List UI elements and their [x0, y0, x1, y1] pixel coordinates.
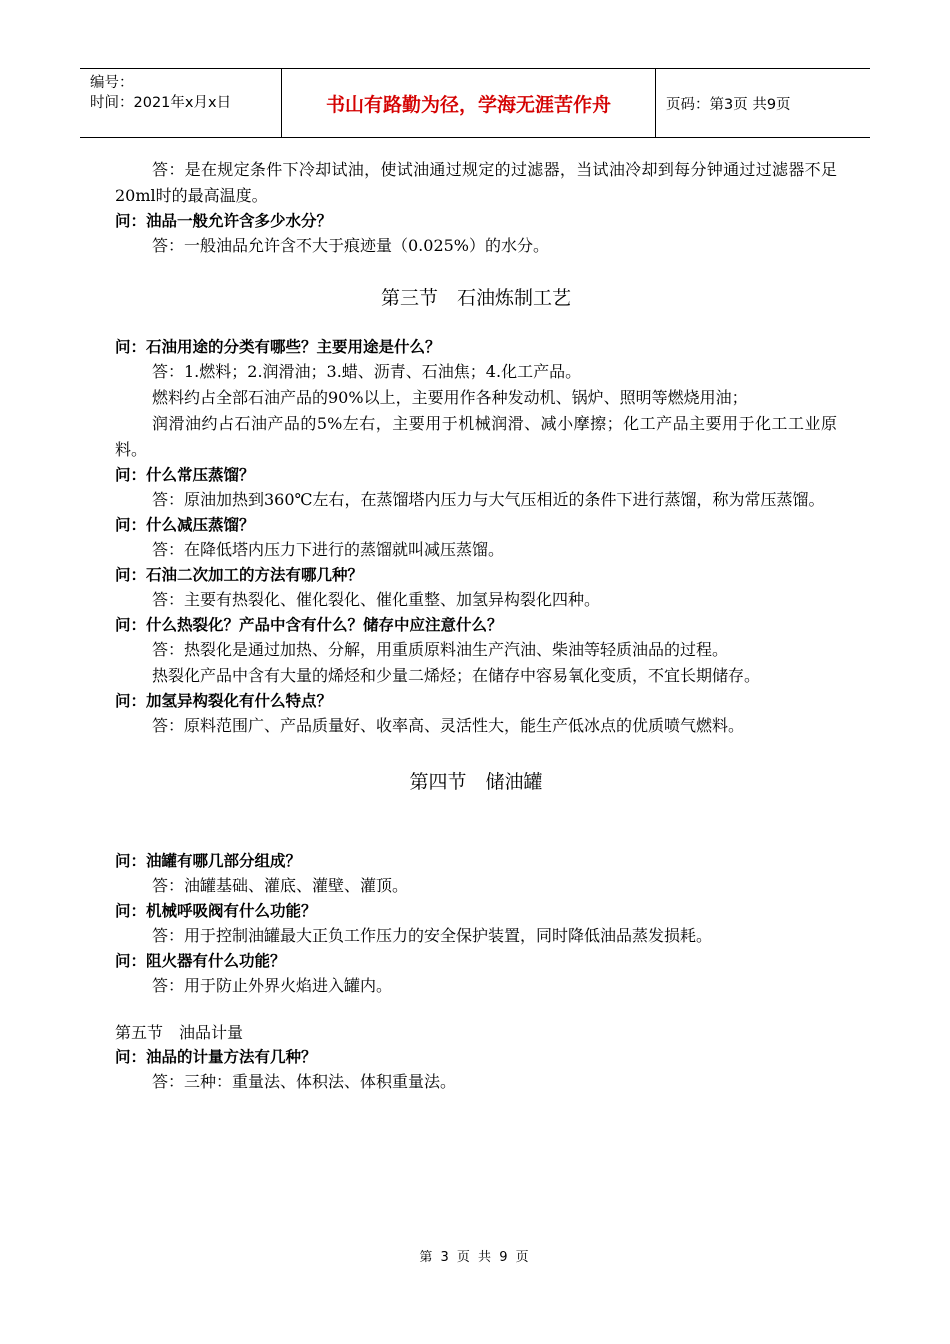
header-motto: 书山有路勤为径，学海无涯苦作舟: [281, 69, 656, 137]
answer-paragraph: 答：热裂化是通过加热、分解，用重质原料油生产汽油、柴油等轻质油品的过程。: [152, 640, 729, 659]
page-header: [80, 68, 870, 138]
answer-paragraph: 答：原料范围广、产品质量好、收率高、灵活性大，能生产低冰点的优质喷气燃料。: [152, 716, 745, 735]
answer-paragraph: 答：1.燃料；2.润滑油；3.蜡、沥青、石油焦；4.化工产品。: [152, 362, 582, 381]
answer-paragraph: 润滑油约占石油产品的5%左右，主要用于机械润滑、减小摩擦；化工产品主要用于化工工业原料。: [115, 414, 837, 459]
question: 问：油品的计量方法有几种？: [115, 1048, 317, 1066]
answer-paragraph: 答：是在规定条件下冷却试油，使试油通过规定的过滤器，当试油冷却到每分钟通过过滤器不足20ml时的最高温度。: [115, 160, 837, 205]
page-footer: 第 3 页 共 9 页: [419, 1250, 531, 1265]
answer-paragraph: 热裂化产品中含有大量的烯烃和少量二烯烃；在储存中容易氧化变质，不宜长期储存。: [152, 666, 761, 685]
question: 问：什么减压蒸馏？: [115, 516, 255, 534]
answer-paragraph: 答：用于控制油罐最大正负工作压力的安全保护装置，同时降低油品蒸发损耗。: [152, 926, 713, 945]
question: 问：什么常压蒸馏？: [115, 466, 255, 484]
question: 问：石油用途的分类有哪些？主要用途是什么？: [115, 338, 441, 356]
document-time-label: 时间：2021年x月x日: [90, 95, 232, 111]
document-body: [115, 157, 837, 1095]
answer-paragraph: 答：主要有热裂化、催化裂化、催化重整、加氢异构裂化四种。: [152, 590, 601, 609]
question: 问：机械呼吸阀有什么功能？: [115, 902, 317, 920]
question: 问：加氢异构裂化有什么特点？: [115, 692, 333, 710]
answer-paragraph: 答：一般油品允许含不大于痕迹量（0.025%）的水分。: [152, 236, 550, 255]
answer-paragraph: 答：三种：重量法、体积法、体积重量法。: [152, 1072, 457, 1091]
header-meta: [90, 73, 280, 113]
question: 问：油罐有哪几部分组成？: [115, 852, 302, 870]
question: 问：油品一般允许含多少水分？: [115, 212, 333, 230]
answer-paragraph: 答：用于防止外界火焰进入罐内。: [152, 976, 393, 995]
header-page-info: 页码：第3页 共9页: [666, 96, 791, 113]
document-number-label: 编号：: [90, 75, 134, 91]
answer-paragraph: 燃料约占全部石油产品的90%以上，主要用作各种发动机、锅炉、照明等燃烧用油；: [152, 388, 748, 407]
answer-paragraph: 答：油罐基础、灌底、灌壁、灌顶。: [152, 876, 409, 895]
section-heading: 第五节 油品计量: [115, 1023, 244, 1042]
section-heading: 第四节 储油罐: [409, 771, 543, 793]
question: 问：石油二次加工的方法有哪几种？: [115, 566, 364, 584]
answer-paragraph: 答：在降低塔内压力下进行的蒸馏就叫减压蒸馏。: [152, 540, 505, 559]
section-heading: 第三节 石油炼制工艺: [380, 287, 571, 309]
question: 问：阻火器有什么功能？: [115, 952, 286, 970]
question: 问：什么热裂化？产品中含有什么？储存中应注意什么？: [115, 616, 503, 634]
answer-paragraph: 答：原油加热到360℃左右，在蒸馏塔内压力与大气压相近的条件下进行蒸馏，称为常压蒸馏。: [152, 490, 825, 509]
